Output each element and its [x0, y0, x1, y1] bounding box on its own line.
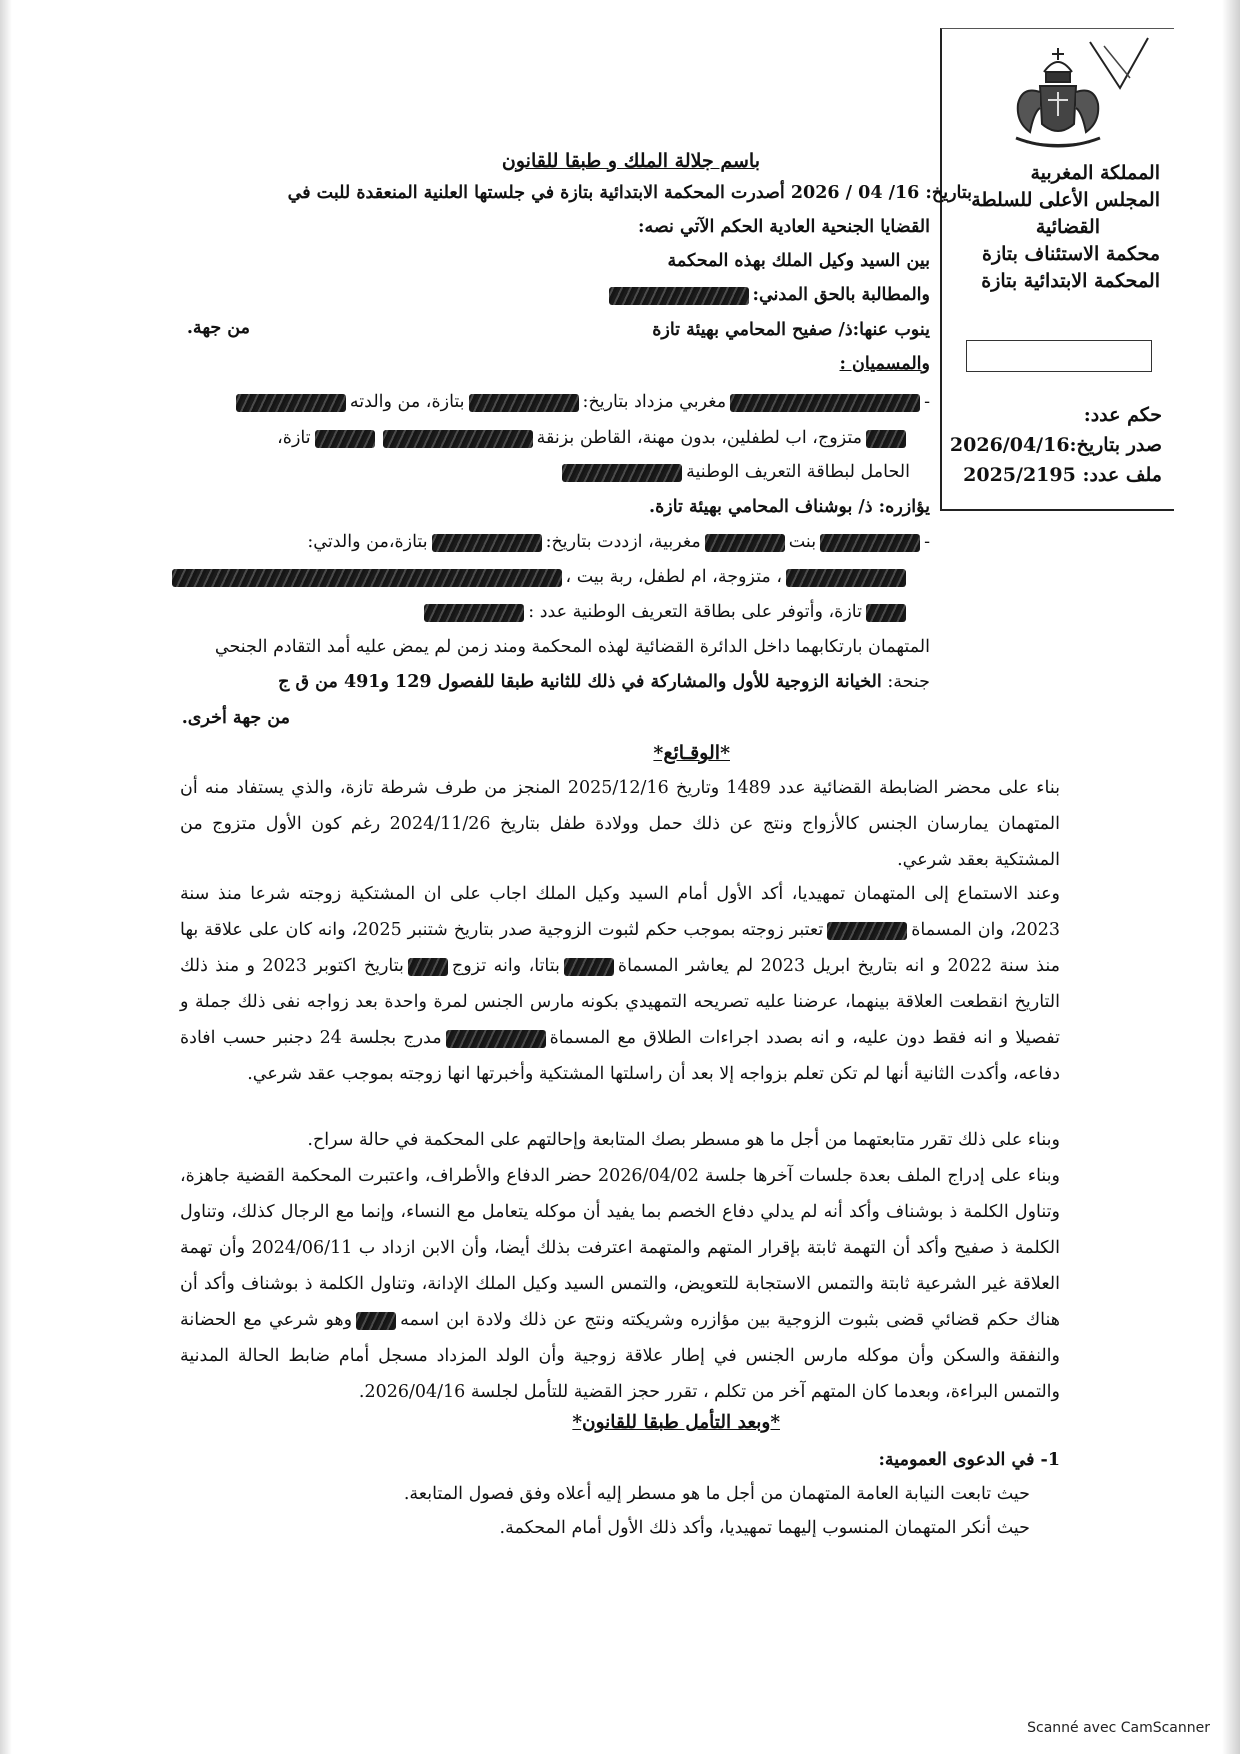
- named-label: والمسميان :: [839, 354, 930, 374]
- accused-1-text: مغربي مزداد بتاريخ:: [582, 392, 727, 412]
- redacted-address: [866, 604, 906, 622]
- redacted-address: [172, 569, 562, 587]
- lawyer-line-1: ينوب عنها:ذ/ صفيح المحامي بهيئة تازة: [652, 320, 930, 340]
- facts-paragraph-4: [180, 1158, 1060, 1410]
- accused-2-text: بتازة،من والدتي:: [307, 532, 428, 552]
- accused-2-line-2: [168, 567, 910, 587]
- facts-paragraph-3: وبناء على ذلك تقرر متابعتهما من أجل ما هو مسطر بصك المتابعة وإحالتهم على المحكمة في حالة سراح.: [307, 1130, 1060, 1150]
- charge-line-2: [278, 672, 930, 692]
- accused-2-text: بنت: [788, 532, 817, 552]
- intro-line-1: بتاريخ: 16/ 04 / 2026 أصدرت المحكمة الابتدائية بتازة في جلستها العلنية المنعقدة للبت في: [287, 183, 972, 203]
- file-label: ملف عدد:: [1082, 464, 1162, 486]
- redacted-address: [315, 430, 375, 448]
- accused-2-line-3: [420, 602, 910, 622]
- redacted-address: [383, 430, 533, 448]
- paragraph-text: وعند الاستماع إلى المتهمان تمهيديا، أكد الأول أمام السيد وكيل الملك اجاب على ان المشتكية زوجته شرعا منذ سنة 2023، وان المسماة: [180, 884, 1061, 940]
- accused-1-text: تازة،: [277, 428, 311, 448]
- redacted-id: [562, 464, 682, 482]
- scan-edge-left: [0, 0, 12, 1754]
- accused-2-text: مغربية، ازددت بتاريخ:: [545, 532, 701, 552]
- redacted-name: [820, 534, 920, 552]
- charge-line-1: المتهمان بارتكابهما داخل الدائرة القضائية لهذه المحكمة ومند زمن لم يمض عليه أمد التقادم الجنحي: [214, 637, 930, 657]
- accused-2-text: ، متزوجة، ام لطفل، ربة بيت ،: [565, 567, 782, 587]
- accused-1-text: متزوج، اب لطفلين، بدون مهنة، القاطن بزنقة: [536, 428, 862, 448]
- redacted-name: [786, 569, 906, 587]
- civil-party-line: [605, 285, 930, 305]
- charge-prefix: جنحة:: [887, 672, 930, 692]
- institution-block: [960, 160, 1160, 295]
- civil-party-label: والمطالبة بالحق المدني:: [752, 285, 930, 305]
- issued-label: صدر بتاريخ:: [1069, 434, 1162, 456]
- paragraph-text: تعتبر زوجته بموجب حكم لثبوت الزوجية صدر بتاريخ شتنبر 2025، وانه كان على علاقة بها منذ سنة 2022 و انه بتاريخ ابريل 2023 لم يعاشر المسماة: [180, 920, 1060, 976]
- institution-line: المحكمة الابتدائية بتازة: [981, 270, 1160, 292]
- accused-1-line-2: [277, 428, 910, 448]
- redacted-date: [432, 534, 542, 552]
- accused-1-line-3: [558, 462, 910, 482]
- redacted-name: [866, 430, 906, 448]
- intro-line-2: القضايا الجنحية العادية الحكم الآتي نصه:: [638, 217, 930, 237]
- deliberation-title: *وبعد التأمل طبقا للقانون*: [572, 1412, 780, 1433]
- issued-date: 2026/04/16: [949, 434, 1070, 456]
- accused-2-line-1: -بنتمغربية، ازددت بتاريخ:بتازة،من والدتي:: [307, 532, 930, 552]
- empty-reference-box: [966, 340, 1152, 372]
- facts-paragraph-2: [180, 876, 1060, 1092]
- facts-title: *الوقـائع*: [653, 742, 730, 764]
- accused-2-text: تازة، وأتوفر على بطاقة التعريف الوطنية عدد :: [528, 602, 862, 622]
- institution-line: القضائية: [1035, 216, 1100, 238]
- institution-line: محكمة الاستئناف بتازة: [982, 243, 1160, 265]
- scanner-footer: Scanné avec CamScanner: [1027, 1720, 1210, 1736]
- section-1-line-1: حيث تابعت النيابة العامة المتهمان من أجل ما هو مسطر إليه أعلاه وفق فصول المتابعة.: [403, 1484, 1030, 1504]
- redacted-name: [408, 958, 448, 976]
- redacted-name: [609, 287, 749, 305]
- paragraph-text: بتاتا، وانه تزوج: [451, 956, 560, 976]
- institution-line: المملكة المغربية: [1030, 162, 1160, 184]
- institution-line: المجلس الأعلى للسلطة: [971, 189, 1160, 211]
- side-one: من جهة.: [186, 318, 250, 338]
- paragraph-text: وبناء على إدراج الملف بعدة جلسات آخرها جلسة 2026/04/02 حضر الدفاع والأطراف، واعتبرت المحكمة القضية جاهزة، وتناول الكلمة ذ بوشناف وأكد أنه لم يدلي دفاع الخصم بما يفيد أن موكله يتعامل مع النساء، وإنما مع الرجال كذلك، وتناول الكلمة ذ صفيح وأكد أن التهمة ثابتة بإقرار المتهم والمتهمة اعترفت بذلك أيضا، وأن الابن ازداد ب 2024/06/11 وأن تهمة العلاقة غير الشرعية ثابتة والتمس الاستجابة للتعويض، والتمس السيد وكيل الملك الإدانة، وتناول الكلمة ذ بوشناف وأكد أن هناك حكم قضائي قضى بثبوت الزوجية بين مؤازره وشريكته ونتج عن ذلك ولادة ابن اسمه: [180, 1166, 1061, 1330]
- redacted-name: [705, 534, 785, 552]
- redacted-date: [469, 394, 579, 412]
- file-number: 2025/2195: [963, 464, 1076, 486]
- invocation: باسم جلالة الملك و طبقا للقانون: [501, 150, 760, 172]
- scan-edge-right: [1222, 0, 1240, 1754]
- paragraph-text: بتاريخ اكتوبر 2023 و منذ ذلك التاريخ انقطعت العلاقة بينهما، عرضنا عليه تصريحه التمهيدي بكونه مارس الجنس لمرة واحدة بعد زواجه نفى ذلك جملة و تفصيلا و انه فقط دون عليه، و انه بصدد اجراءات الطلاق مع المسماة: [180, 956, 1060, 1048]
- paragraph-text: وهو شرعي مع الحضانة والنفقة والسكن وأن موكله مارس الجنس في إطار علاقة زوجية وأن الولد المزداد مسجل أمام ضابط الحالة المدنية والتمس البراءة، وبعدما كان المتهم آخر من تكلم ، تقرر حجز القضية للتأمل لجلسة 2026/04/16.: [180, 1310, 1060, 1402]
- redacted-id: [424, 604, 524, 622]
- accused-1-text: بتازة، من والدته: [349, 392, 465, 412]
- redacted-name: [446, 1030, 546, 1048]
- case-reference: [922, 400, 1162, 490]
- side-two: من جهة أخرى.: [181, 708, 290, 728]
- redacted-name: [564, 958, 614, 976]
- pen-checkmark-mark: [1086, 36, 1156, 96]
- charge-text: الخيانة الزوجية للأول والمشاركة في ذلك للثانية طبقا للفصول 129 و491 من ق ج: [278, 672, 882, 692]
- accused-1-text: الحامل لبطاقة التعريف الوطنية: [686, 462, 910, 482]
- section-1-title: 1- في الدعوى العمومية:: [878, 1450, 1060, 1470]
- redacted-name: [236, 394, 346, 412]
- between-line: بين السيد وكيل الملك بهذه المحكمة: [667, 251, 930, 271]
- redacted-name: [356, 1312, 396, 1330]
- judgment-number-label: حكم عدد:: [1083, 404, 1162, 426]
- redacted-name: [730, 394, 920, 412]
- lawyer-line-2: يؤازره: ذ/ بوشناف المحامي بهيئة تازة.: [649, 497, 930, 517]
- facts-paragraph-1: بناء على محضر الضابطة القضائية عدد 1489 وتاريخ 2025/12/16 المنجز من طرف شرطة تازة، والذي يستفاد منه أن المتهمان يمارسان الجنس كالأزواج ونتج عن ذلك حمل وولادة طفل بتاريخ 2024/11/26 رغم كون الأول متزوج من المشتكية بعقد شرعي.: [180, 778, 1060, 870]
- section-1-line-2: حيث أنكر المتهمان المنسوب إليهما تمهيديا، وأكد ذلك الأول أمام المحكمة.: [499, 1518, 1030, 1538]
- redacted-name: [827, 922, 907, 940]
- accused-1-line-1: -مغربي مزداد بتاريخ:بتازة، من والدته: [232, 392, 930, 412]
- paragraph-text: مدرج بجلسة 24 دجنبر حسب افادة دفاعه، وأكدت الثانية أنها لم تكن تعلم بزواجه إلا بعد أن راسلتها المشتكية وأخبرتها انها زوجته بموجب عقد شرعي.: [180, 1028, 1060, 1084]
